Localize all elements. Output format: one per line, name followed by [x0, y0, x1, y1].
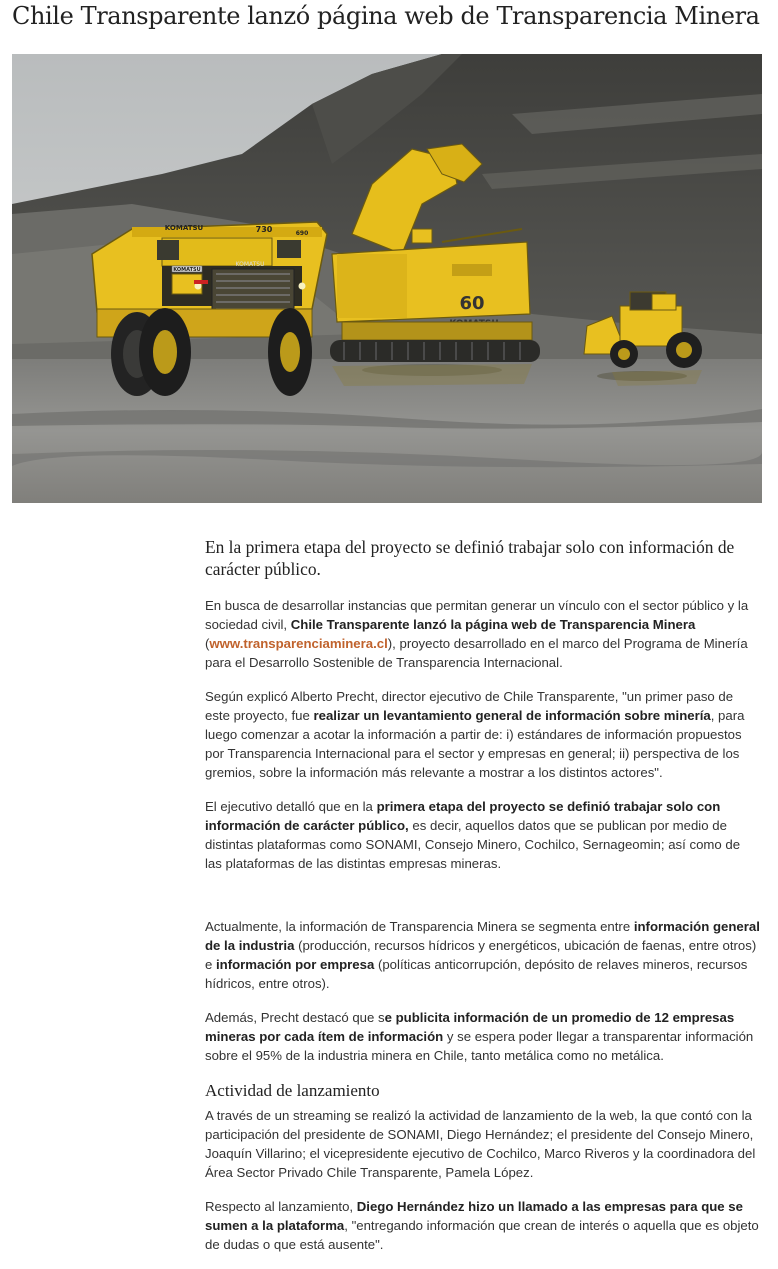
text: El ejecutivo detalló que en la [205, 799, 377, 814]
text: En busca de desarrollar instancias que permitan generar un vínculo con el sector público y la sociedad civil, [205, 598, 749, 632]
article-body [205, 536, 760, 1269]
truck-brand-label: KOMATSU [164, 224, 204, 232]
bold-text: realizar un levantamiento general de información sobre minería [313, 708, 711, 723]
text: Además, Precht destacó que s [205, 1010, 385, 1025]
text: y se espera poder llegar a transparentar información sobre el 95% de la industria minera en Chile, tanto metálica como no metálica. [205, 1029, 754, 1063]
bold-text: e publicita información de un promedio de 12 empresas mineras por cada ítem de información [205, 1010, 735, 1044]
text: ( [205, 636, 210, 651]
bold-text: información general de la industria [205, 919, 760, 953]
text: (políticas anticorrupción, depósito de relaves mineros, recursos hídricos, entre otros). [205, 957, 748, 991]
truck-bumper-label: KOMATSU [173, 267, 201, 273]
section-subheading: Actividad de lanzamiento [205, 1081, 380, 1100]
shovel-number-label: 60 [459, 293, 485, 314]
text: , "entregando información que crean de interés o aquella que es objeto de dudas o que está ausente". [205, 1218, 759, 1252]
paragraph-1 [205, 596, 760, 672]
bold-text: información por empresa [216, 957, 375, 972]
paragraph-5 [205, 1008, 760, 1065]
truck-number-label: 690 [295, 230, 309, 237]
paragraph-2 [205, 687, 760, 782]
text: Según explicó Alberto Precht, director ejecutivo de Chile Transparente, "un primer paso de este proyecto, fue [205, 689, 734, 723]
text: A través de un streaming se realizó la actividad de lanzamiento de la web, la que contó con la participación del presidente de SONAMI, Diego Hernández; el presidente del Consejo Minero, Joaquín Villarino; el vicepresidente ejecutivo de Cochilco, Marco Riveros y la coordinadora del Área Sector Privado Chile Transparente, Pamela López. [205, 1108, 756, 1180]
paragraph-3 [205, 797, 760, 873]
truck-model-label: 730 [255, 225, 273, 234]
paragraph-6 [205, 1106, 760, 1182]
text: es decir, aquellos datos que se publican por medio de distintas plataformas como SONAMI, Consejo Minero, Cochilco, Sernageomin; así como de las plataformas de las distintas empresas mineras. [205, 818, 741, 871]
text: (producción, recursos hídricos y energéticos, ubicación de faenas, entre otros) e [205, 938, 757, 972]
transparencia-minera-link[interactable]: www.transparenciaminera.cl [209, 636, 388, 651]
text: , para luego comenzar a acotar la información a partir de: i) estándares de información propuestos por Transparencia Internacional para el sector y empresas en general; ii) perspectiva de los gremios, sobre la información más relevante a mostrar a los distintos actores". [205, 708, 745, 780]
bold-text: Chile Transparente lanzó la página web de Transparencia Minera [290, 617, 696, 632]
hero-image [12, 54, 762, 503]
bold-text: Diego Hernández hizo un llamado a las empresas para que se sumen a la plataforma [205, 1199, 743, 1233]
article-title: Chile Transparente lanzó página web de Transparencia Minera [12, 2, 760, 30]
text: ), proyecto desarrollado en el marco del Programa de Minería para el Desarrollo Sostenible de Transparencia Internacional. [205, 636, 748, 670]
text: Respecto al lanzamiento, [205, 1199, 357, 1214]
truck-grille-label: KOMATSU [235, 261, 265, 268]
bold-text: primera etapa del proyecto se definió trabajar solo con información de carácter público, [205, 799, 721, 833]
text: Actualmente, la información de Transparencia Minera se segmenta entre [205, 919, 634, 934]
paragraph-4 [205, 917, 760, 993]
paragraph-7 [205, 1197, 760, 1254]
article-lead: En la primera etapa del proyecto se definió trabajar solo con información de carácter público. [205, 537, 735, 579]
